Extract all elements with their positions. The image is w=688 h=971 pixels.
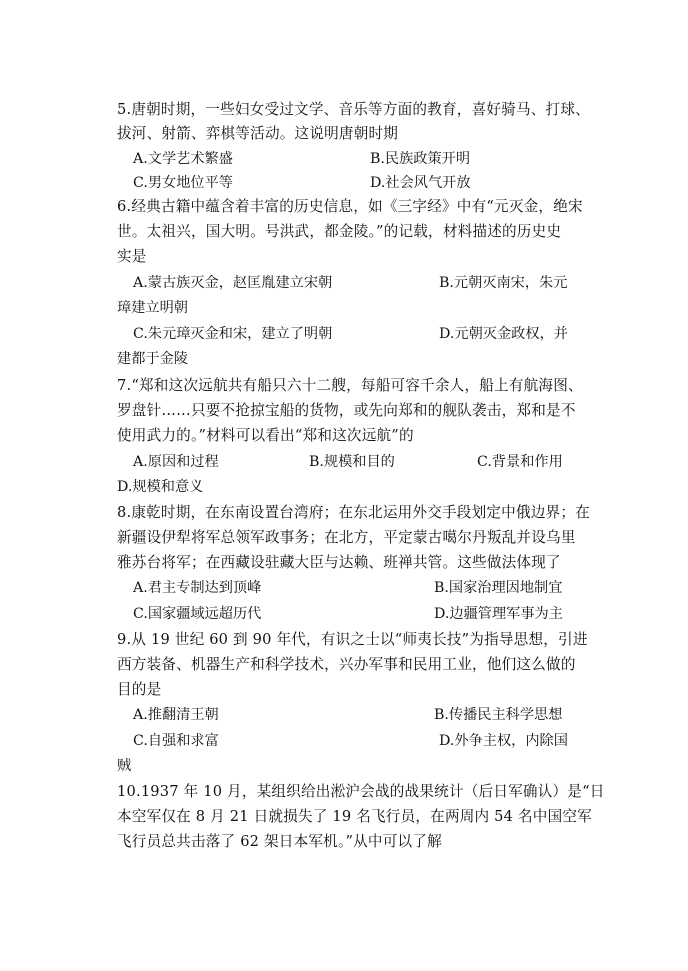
- question-5-option-a: A.文学艺术繁盛: [133, 151, 233, 167]
- question-5-line-1: 5.唐朝时期，一些妇女受过文学、音乐等方面的教育，喜好骑马、打球、: [117, 101, 590, 118]
- question-5-option-d: D.社会风气开放: [370, 175, 471, 191]
- question-6-option-b-continued: 璋建立明朝: [117, 300, 188, 316]
- question-7-option-a: A.原因和过程: [133, 454, 219, 470]
- question-6-option-d: D.元朝灭金政权，并: [439, 326, 568, 342]
- question-5-line-2: 拔河、射箭、弈棋等活动。这说明唐朝时期: [117, 125, 399, 142]
- question-10-line-1: 10.1937 年 10 月，某组织给出淞沪会战的战果统计（后日军确认）是“日: [117, 783, 605, 800]
- question-8-number: 8.: [117, 504, 132, 521]
- question-5-option-c: C.男女地位平等: [133, 175, 233, 191]
- question-7-option-b: B.规模和目的: [309, 454, 395, 470]
- question-9-option-d: D.外争主权，内除国: [439, 733, 568, 749]
- question-9-line-1: 9.从 19 世纪 60 到 90 年代，有识之士以“师夷长技”为指导思想，引进: [117, 631, 588, 648]
- question-6-line-3: 实是: [117, 248, 147, 265]
- question-9-line-2: 西方装备、机器生产和科学技术，兴办军事和民用工业，他们这么做的: [117, 656, 576, 673]
- question-6-line-2: 世。太祖兴，国大明。号洪武，都金陵。”的记载，材料描述的历史史: [117, 223, 562, 240]
- question-8-option-d: D.边疆管理军事为主: [434, 606, 563, 622]
- question-9-option-c: C.自强和求富: [133, 733, 219, 749]
- question-6-option-b: B.元朝灭南宋，朱元: [439, 275, 568, 291]
- question-9-option-a: A.推翻清王朝: [133, 707, 219, 723]
- question-6-number: 6.: [117, 198, 132, 215]
- question-8-line-2: 新疆设伊犁将军总领军政事务；在北方，平定蒙古噶尔丹叛乱并设乌里: [117, 529, 576, 546]
- question-9-number: 9.: [117, 631, 132, 648]
- question-7-option-c: C.背景和作用: [477, 454, 563, 470]
- question-7-line-2: 罗盘针……只要不抢掠宝船的货物，或先向郑和的舰队袭击，郑和是不: [117, 402, 576, 419]
- question-5-number: 5.: [117, 101, 132, 118]
- question-8-line-1: 8.康乾时期，在东南设置台湾府；在东北运用外交手段划定中俄边界；在: [117, 504, 590, 521]
- question-6-option-d-continued: 建都于金陵: [117, 351, 188, 367]
- question-7-line-3: 使用武力的。”材料可以看出“郑和这次远航”的: [117, 427, 414, 444]
- question-7-line-1: 7.“郑和这次远航共有船只六十二艘，每船可容千余人，船上有航海图、: [117, 377, 583, 394]
- question-7-number: 7.: [117, 377, 132, 394]
- question-6-option-c: C.朱元璋灭金和宋，建立了明朝: [133, 326, 333, 342]
- question-5-option-b: B.民族政策开明: [370, 151, 471, 167]
- question-8-option-a: A.君主专制达到顶峰: [133, 580, 262, 596]
- question-10-line-2: 本空军仅在 8 月 21 日就损失了 19 名飞行员，在两周内 54 名中国空军: [117, 808, 592, 825]
- question-10-number: 10.: [117, 783, 141, 800]
- question-6-line-1: 6.经典古籍中蕴含着丰富的历史信息，如《三字经》中有“元灭金，绝宋: [117, 198, 583, 215]
- question-9-option-b: B.传播民主科学思想: [434, 707, 563, 723]
- question-8-option-c: C.国家疆域远超历代: [133, 606, 262, 622]
- question-9-line-3: 目的是: [117, 681, 162, 698]
- question-6-option-a: A.蒙古族灭金，赵匡胤建立宋朝: [133, 275, 333, 291]
- question-10-line-3: 飞行员总共击落了 62 架日本军机。”从中可以了解: [117, 833, 442, 850]
- question-9-option-d-continued: 贼: [117, 758, 132, 774]
- question-8-line-3: 雅苏台将军；在西藏设驻藏大臣与达赖、班禅共管。这些做法体现了: [117, 554, 561, 571]
- question-7-option-d: D.规模和意义: [117, 479, 204, 495]
- question-8-option-b: B.国家治理因地制宜: [434, 580, 563, 596]
